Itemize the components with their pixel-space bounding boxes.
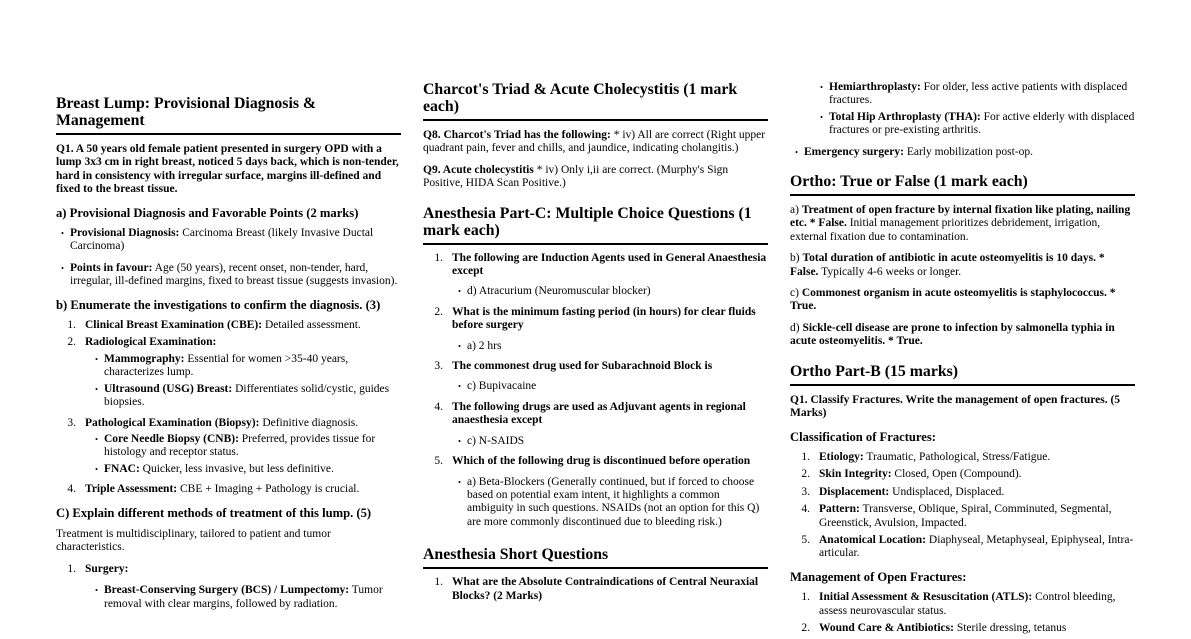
text-segment: Surgery: <box>85 562 129 575</box>
paragraph <box>790 204 1135 244</box>
text-segment: b) <box>790 252 803 265</box>
paragraph <box>790 287 1135 314</box>
text-segment: Commonest organism in acute osteomyelitis is staphylococcus. * True. <box>790 287 1116 313</box>
bullet-item <box>85 353 401 380</box>
list-item-text <box>452 360 768 373</box>
bullet-text <box>467 285 768 298</box>
list-number: 3. <box>801 485 810 498</box>
column-2 <box>423 81 768 607</box>
bullet-text <box>104 433 401 460</box>
bullet-item <box>790 146 1135 159</box>
bullet-text <box>104 463 401 476</box>
list-number: 1. <box>801 591 810 604</box>
list-item-content <box>85 319 401 332</box>
list-number: 1. <box>434 576 443 589</box>
text-segment: Closed, Open (Compound). <box>891 468 1022 481</box>
list-item <box>790 591 1135 618</box>
section-heading: Anesthesia Part-C: Multiple Choice Questions (1 mark each) <box>423 205 768 245</box>
bullet-icon: • <box>95 585 98 596</box>
list-item <box>790 468 1135 481</box>
paragraph <box>790 252 1135 279</box>
list-item-content <box>85 563 401 614</box>
bullet-icon: • <box>95 353 98 364</box>
text-segment: Displacement: <box>819 485 890 498</box>
subheading: C) Explain different methods of treatment of this lump. (5) <box>56 505 372 520</box>
list-item <box>790 451 1135 464</box>
bullet-text <box>104 353 401 380</box>
list-number: 1. <box>801 450 810 463</box>
list-number: 2. <box>801 621 810 634</box>
bullet-text <box>467 380 768 393</box>
bullet-icon: • <box>95 463 98 474</box>
text-segment: a) Beta-Blockers (Generally continued, but if forced to choose based on potential exam intent, it highlights a common ambiguity in such questions. NSAIDs (not an option for this Q) are more commonly discontinued due to bleeding risk.) <box>467 475 760 528</box>
answer-item <box>452 435 768 448</box>
section-heading: Anesthesia Short Questions <box>423 546 768 569</box>
list-number: 4. <box>801 503 810 516</box>
list-item-content <box>452 306 768 356</box>
list-item-text <box>819 451 1135 464</box>
list-item-content <box>819 534 1135 561</box>
text-segment: Anatomical Location: <box>819 533 927 546</box>
bullet-text <box>70 262 401 289</box>
list-number: 1. <box>434 251 443 264</box>
list-item-content <box>85 336 401 412</box>
section-heading: Ortho: True or False (1 mark each) <box>790 173 1135 196</box>
list-item-content <box>452 360 768 397</box>
text-segment: Breast-Conserving Surgery (BCS) / Lumpectomy: <box>104 584 350 597</box>
list-item-text <box>819 468 1135 481</box>
text-segment: Etiology: <box>819 450 864 463</box>
text-segment: Skin Integrity: <box>819 468 892 481</box>
text-segment: CBE + Imaging + Pathology is crucial. <box>177 483 360 496</box>
text-segment: a) <box>790 204 802 217</box>
paragraph <box>56 528 401 555</box>
list-item-content <box>819 622 1135 635</box>
text-segment: d) <box>790 321 803 334</box>
list-item <box>423 360 768 397</box>
text-segment: Preferred, provides tissue for histology and receptor status. <box>104 432 376 459</box>
bullet-icon: • <box>95 433 98 444</box>
list-item-text <box>85 417 401 430</box>
paragraph <box>56 143 401 197</box>
text-segment: Q8. Charcot's Triad has the following: <box>423 129 614 141</box>
text-segment: Sickle-cell disease are prone to infection by salmonella typhia in acute osteomyelitis. * True. <box>790 321 1115 348</box>
text-segment: Mammography: <box>104 352 185 365</box>
subheading: b) Enumerate the investigations to confirm the diagnosis. (3) <box>56 297 381 312</box>
text-segment: Sterile dressing, tetanus <box>953 621 1067 634</box>
bullet-item <box>85 433 401 460</box>
list-item <box>423 455 768 532</box>
bullet-text <box>70 227 401 254</box>
text-segment: * iv) Only i,ii are correct. (Murphy's Sign Positive, HIDA Scan Positive.) <box>423 163 729 190</box>
text-segment: Transverse, Oblique, Spiral, Comminuted, Segmental, Greenstick, Avulsion, Impacted. <box>819 503 1112 529</box>
list-item-text <box>819 503 1135 530</box>
bullet-icon: • <box>61 228 64 239</box>
list-item <box>790 534 1135 561</box>
text-segment: What is the minimum fasting period (in hours) for clear fluids before surgery <box>452 305 756 332</box>
text-segment: Hemiarthroplasty: <box>829 81 921 93</box>
paragraph <box>423 129 768 156</box>
bullet-item <box>85 584 401 611</box>
text-segment: For active elderly with displaced fractures or pre-existing arthritis. <box>829 110 1135 137</box>
bullet-icon: • <box>61 262 64 273</box>
bullet-text <box>104 584 401 611</box>
text-segment: Definitive diagnosis. <box>259 416 359 429</box>
list-item-content <box>452 401 768 451</box>
text-segment: Treatment of open fracture by internal fixation like plating, nailing etc. * False. <box>790 204 1131 230</box>
list-item-text <box>452 455 768 468</box>
text-segment: Q9. Acute cholecystitis <box>423 163 537 176</box>
text-segment: d) Atracurium (Neuromuscular blocker) <box>467 285 651 298</box>
text-segment: FNAC: <box>104 462 140 475</box>
list-number: 2. <box>434 305 443 318</box>
bullet-text <box>467 340 768 353</box>
bullet-item <box>56 227 401 254</box>
list-item-text <box>819 591 1135 618</box>
subheading: a) Provisional Diagnosis and Favorable Points (2 marks) <box>56 205 359 220</box>
paragraph <box>790 322 1135 349</box>
bullet-icon: • <box>95 383 98 394</box>
answer-item <box>452 380 768 393</box>
list-item-text <box>452 306 768 333</box>
text-segment: Emergency surgery: <box>804 145 904 158</box>
bullet-icon: • <box>458 381 461 392</box>
bullet-icon: • <box>458 286 461 297</box>
answer-item <box>452 285 768 298</box>
list-item <box>56 417 401 480</box>
text-segment: a) 2 hrs <box>467 339 502 352</box>
text-segment: Detailed assessment. <box>262 319 361 332</box>
text-segment: Undisplaced, Displaced. <box>889 485 1005 498</box>
list-item-content <box>452 576 768 603</box>
text-segment: Provisional Diagnosis: <box>70 227 180 240</box>
subheading: Classification of Fractures: <box>790 429 936 444</box>
bullet-icon: • <box>820 82 823 92</box>
text-segment: Early mobilization post-op. <box>903 145 1033 158</box>
section-heading: Charcot's Triad & Acute Cholecystitis (1 mark each) <box>423 81 768 121</box>
bullet-item <box>85 383 401 410</box>
list-item <box>790 486 1135 499</box>
bullet-item <box>790 111 1135 138</box>
list-number: 4. <box>434 400 443 413</box>
text-segment: Initial management prioritizes debridement, irrigation, external fixation due to contamination. <box>790 217 1101 243</box>
text-segment: Control bleeding, assess neurovascular status. <box>819 591 1116 617</box>
list-item <box>423 306 768 356</box>
text-segment: Typically 4-6 weeks or longer. <box>818 265 962 278</box>
answer-item <box>452 340 768 353</box>
list-item-text <box>819 534 1135 561</box>
bullet-text <box>467 435 768 448</box>
list-number: 3. <box>67 416 76 429</box>
list-number: 3. <box>434 360 443 373</box>
column-1 <box>56 95 401 618</box>
bullet-icon: • <box>458 340 461 351</box>
text-segment: Q1. A 50 years old female patient presented in surgery OPD with a lump 3x3 cm in right breast, noticed 5 days back, which is non-tender, hard in consistency with irregular surface, margins ill-defined and fixed to the breast tissue. <box>56 143 399 196</box>
section-heading: Breast Lump: Provisional Diagnosis & Management <box>56 95 401 135</box>
list-item-text <box>85 563 401 576</box>
text-segment: Treatment is multidisciplinary, tailored to patient and tumor characteristics. <box>56 527 331 554</box>
text-segment: c) N-SAIDS <box>467 434 525 447</box>
text-segment: Triple Assessment: <box>85 483 178 496</box>
list-item-text <box>819 486 1135 499</box>
list-item-content <box>85 483 401 496</box>
text-segment: Q1. Classify Fractures. Write the management of open fractures. (5 Marks) <box>790 393 1121 420</box>
list-item <box>56 563 401 614</box>
list-number: 5. <box>434 455 443 468</box>
text-segment: Traumatic, Pathological, Stress/Fatigue. <box>863 450 1051 463</box>
list-item-text <box>85 336 401 349</box>
section-heading: Ortho Part-B (15 marks) <box>790 363 1135 386</box>
bullet-item <box>790 81 1135 108</box>
text-segment: Clinical Breast Examination (CBE): <box>85 319 263 332</box>
text-segment: Radiological Examination: <box>85 336 217 349</box>
list-item <box>423 576 768 603</box>
paragraph <box>423 164 768 191</box>
bullet-item <box>56 262 401 289</box>
list-item-text <box>452 252 768 279</box>
text-segment: Pathological Examination (Biopsy): <box>85 416 260 429</box>
text-segment: The following drugs are used as Adjuvant agents in regional anaesthesia except <box>452 400 746 427</box>
text-segment: The commonest drug used for Subarachnoid Block is <box>452 360 713 373</box>
text-segment: Wound Care & Antibiotics: <box>819 621 954 634</box>
bullet-icon: • <box>458 435 461 446</box>
text-segment: The following are Induction Agents used in General Anaesthesia except <box>452 251 767 278</box>
text-segment: Which of the following drug is discontinued before operation <box>452 455 751 468</box>
list-item-text <box>819 622 1135 635</box>
bullet-item <box>85 463 401 476</box>
list-number: 2. <box>801 468 810 481</box>
list-item <box>56 319 401 332</box>
bullet-icon: • <box>820 111 823 122</box>
list-item <box>423 401 768 451</box>
bullet-text <box>467 476 768 530</box>
text-segment: Carcinoma Breast (likely Invasive Ductal Carcinoma) <box>70 227 374 253</box>
list-item-content <box>819 486 1135 499</box>
text-segment: c) <box>790 287 802 300</box>
text-segment: * iv) All are correct (Right upper quadrant pain, fever and chills, and jaundice, indicating cholangitis.) <box>423 129 766 155</box>
list-item-text <box>85 319 401 332</box>
bullet-icon: • <box>458 476 461 487</box>
list-item-text <box>452 401 768 428</box>
text-segment: Diaphyseal, Metaphyseal, Epiphyseal, Intra-articular. <box>819 533 1134 560</box>
text-segment: c) Bupivacaine <box>467 380 537 393</box>
text-segment: Quicker, less invasive, but less definitive. <box>139 462 334 475</box>
text-segment: Total duration of antibiotic in acute osteomyelitis is 10 days. * False. <box>790 252 1105 278</box>
list-number: 4. <box>67 483 76 496</box>
list-item <box>56 483 401 496</box>
text-segment: Initial Assessment & Resuscitation (ATLS): <box>819 591 1033 604</box>
text-segment: Ultrasound (USG) Breast: <box>104 382 233 395</box>
list-item-content <box>452 455 768 532</box>
text-segment: Tumor removal with clear margins, followed by radiation. <box>104 584 383 610</box>
list-number: 5. <box>801 533 810 546</box>
text-segment: Age (50 years), recent onset, non-tender, hard, irregular, ill-defined margins, fixed to breast tissue (suggests invasion). <box>70 261 398 288</box>
list-item <box>790 622 1135 635</box>
column-3 <box>790 81 1135 639</box>
bullet-text <box>804 146 1135 159</box>
list-item-content <box>819 503 1135 530</box>
text-segment: Points in favour: <box>70 261 153 274</box>
list-item-text <box>85 483 401 496</box>
list-item-content <box>819 591 1135 618</box>
list-item-content <box>452 252 768 302</box>
bullet-text <box>829 111 1135 138</box>
list-item <box>56 336 401 412</box>
list-item <box>423 252 768 302</box>
bullet-text <box>829 81 1135 108</box>
bullet-text <box>104 383 401 410</box>
list-number: 2. <box>67 336 76 349</box>
list-item <box>790 503 1135 530</box>
list-item-content <box>85 417 401 480</box>
subheading: Management of Open Fractures: <box>790 569 967 584</box>
paragraph <box>790 394 1135 421</box>
list-item-text <box>452 576 768 603</box>
list-number: 1. <box>67 319 76 332</box>
bullet-icon: • <box>795 146 798 157</box>
text-segment: What are the Absolute Contraindications of Central Neuraxial Blocks? (2 Marks) <box>452 576 759 602</box>
list-number: 1. <box>67 562 76 575</box>
text-segment: Pattern: <box>819 503 860 516</box>
list-item-content <box>819 451 1135 464</box>
text-segment: Total Hip Arthroplasty (THA): <box>829 110 981 123</box>
text-segment: For older, less active patients with displaced fractures. <box>829 81 1128 107</box>
list-item-content <box>819 468 1135 481</box>
text-segment: Essential for women >35-40 years, characterizes lump. <box>104 352 349 379</box>
text-segment: Core Needle Biopsy (CNB): <box>104 432 239 445</box>
text-segment: Differentiates solid/cystic, guides biopsies. <box>104 382 390 409</box>
answer-item <box>452 476 768 530</box>
